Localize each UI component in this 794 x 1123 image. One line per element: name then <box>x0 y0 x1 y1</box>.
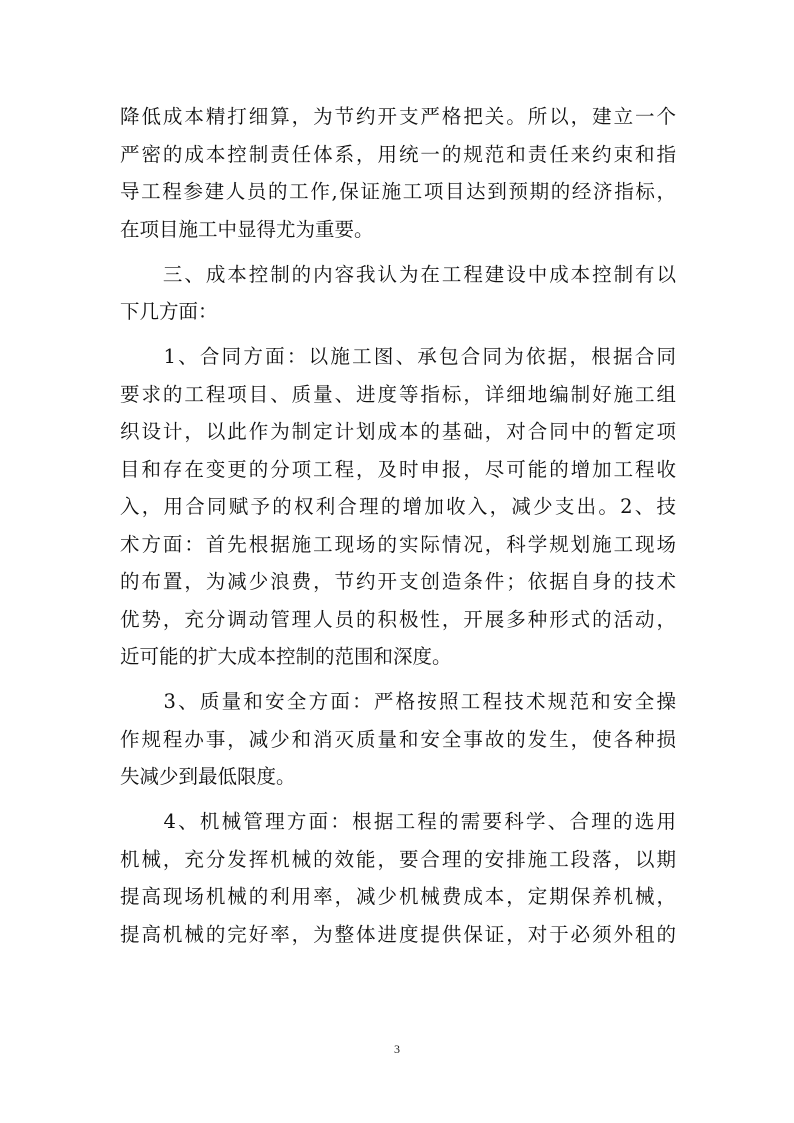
text-line: 的布置，为减少浪费，节约开支创造条件；依据自身的技术 <box>120 570 676 593</box>
text-line: 织设计，以此作为制定计划成本的基础，对合同中的暂定项 <box>120 420 676 443</box>
paragraph-gap <box>120 331 676 339</box>
text-line: 导工程参建人员的工作,保证施工项目达到预期的经济指标， <box>120 180 676 203</box>
paragraph-gap <box>120 676 676 684</box>
text-line: 4、机械管理方面：根据工程的需要科学、合理的选用 <box>120 810 676 833</box>
text-line: 目和存在变更的分项工程，及时申报，尽可能的增加工程收 <box>120 457 676 481</box>
text-line: 要求的工程项目、质量、进度等指标，详细地编制好施工组 <box>120 382 676 406</box>
page-number: 3 <box>394 1042 400 1056</box>
text-line: 近可能的扩大成本控制的范围和深度。 <box>120 645 452 668</box>
text-line: 在项目施工中显得尤为重要。 <box>120 217 374 241</box>
text-line: 降低成本精打细算，为节约开支严格把关。所以，建立一个 <box>120 105 676 128</box>
text-line: 术方面：首先根据施工现场的实际情况，科学规划施工现场 <box>120 532 676 556</box>
text-line: 严密的成本控制责任体系，用统一的规范和责任来约束和指 <box>120 142 676 166</box>
text-line: 优势，充分调动管理人员的积极性，开展多种形式的活动， <box>120 607 676 631</box>
text-line: 1、合同方面：以施工图、承包合同为依据，根据合同 <box>120 345 676 368</box>
text-line: 提高现场机械的利用率，减少机械费成本，定期保养机械， <box>120 885 676 908</box>
paragraph-gap <box>120 248 676 256</box>
text-line: 3、质量和安全方面：严格按照工程技术规范和安全操 <box>120 690 676 713</box>
text-line: 下几方面： <box>120 300 218 323</box>
text-line: 机械，充分发挥机械的效能，要合理的安排施工段落，以期 <box>120 847 676 871</box>
paragraph-gap <box>120 796 676 804</box>
text-line: 入，用合同赋予的权利合理的增加收入，减少支出。2、技 <box>120 495 676 518</box>
text-line: 作规程办事，减少和消灭质量和安全事故的发生，使各种损 <box>120 727 676 751</box>
document-body <box>120 98 676 953</box>
text-line: 提高机械的完好率，为整体进度提供保证，对于必须外租的 <box>120 922 676 946</box>
text-line: 三、成本控制的内容我认为在工程建设中成本控制有以 <box>120 262 676 286</box>
text-line: 失减少到最低限度。 <box>120 765 296 788</box>
